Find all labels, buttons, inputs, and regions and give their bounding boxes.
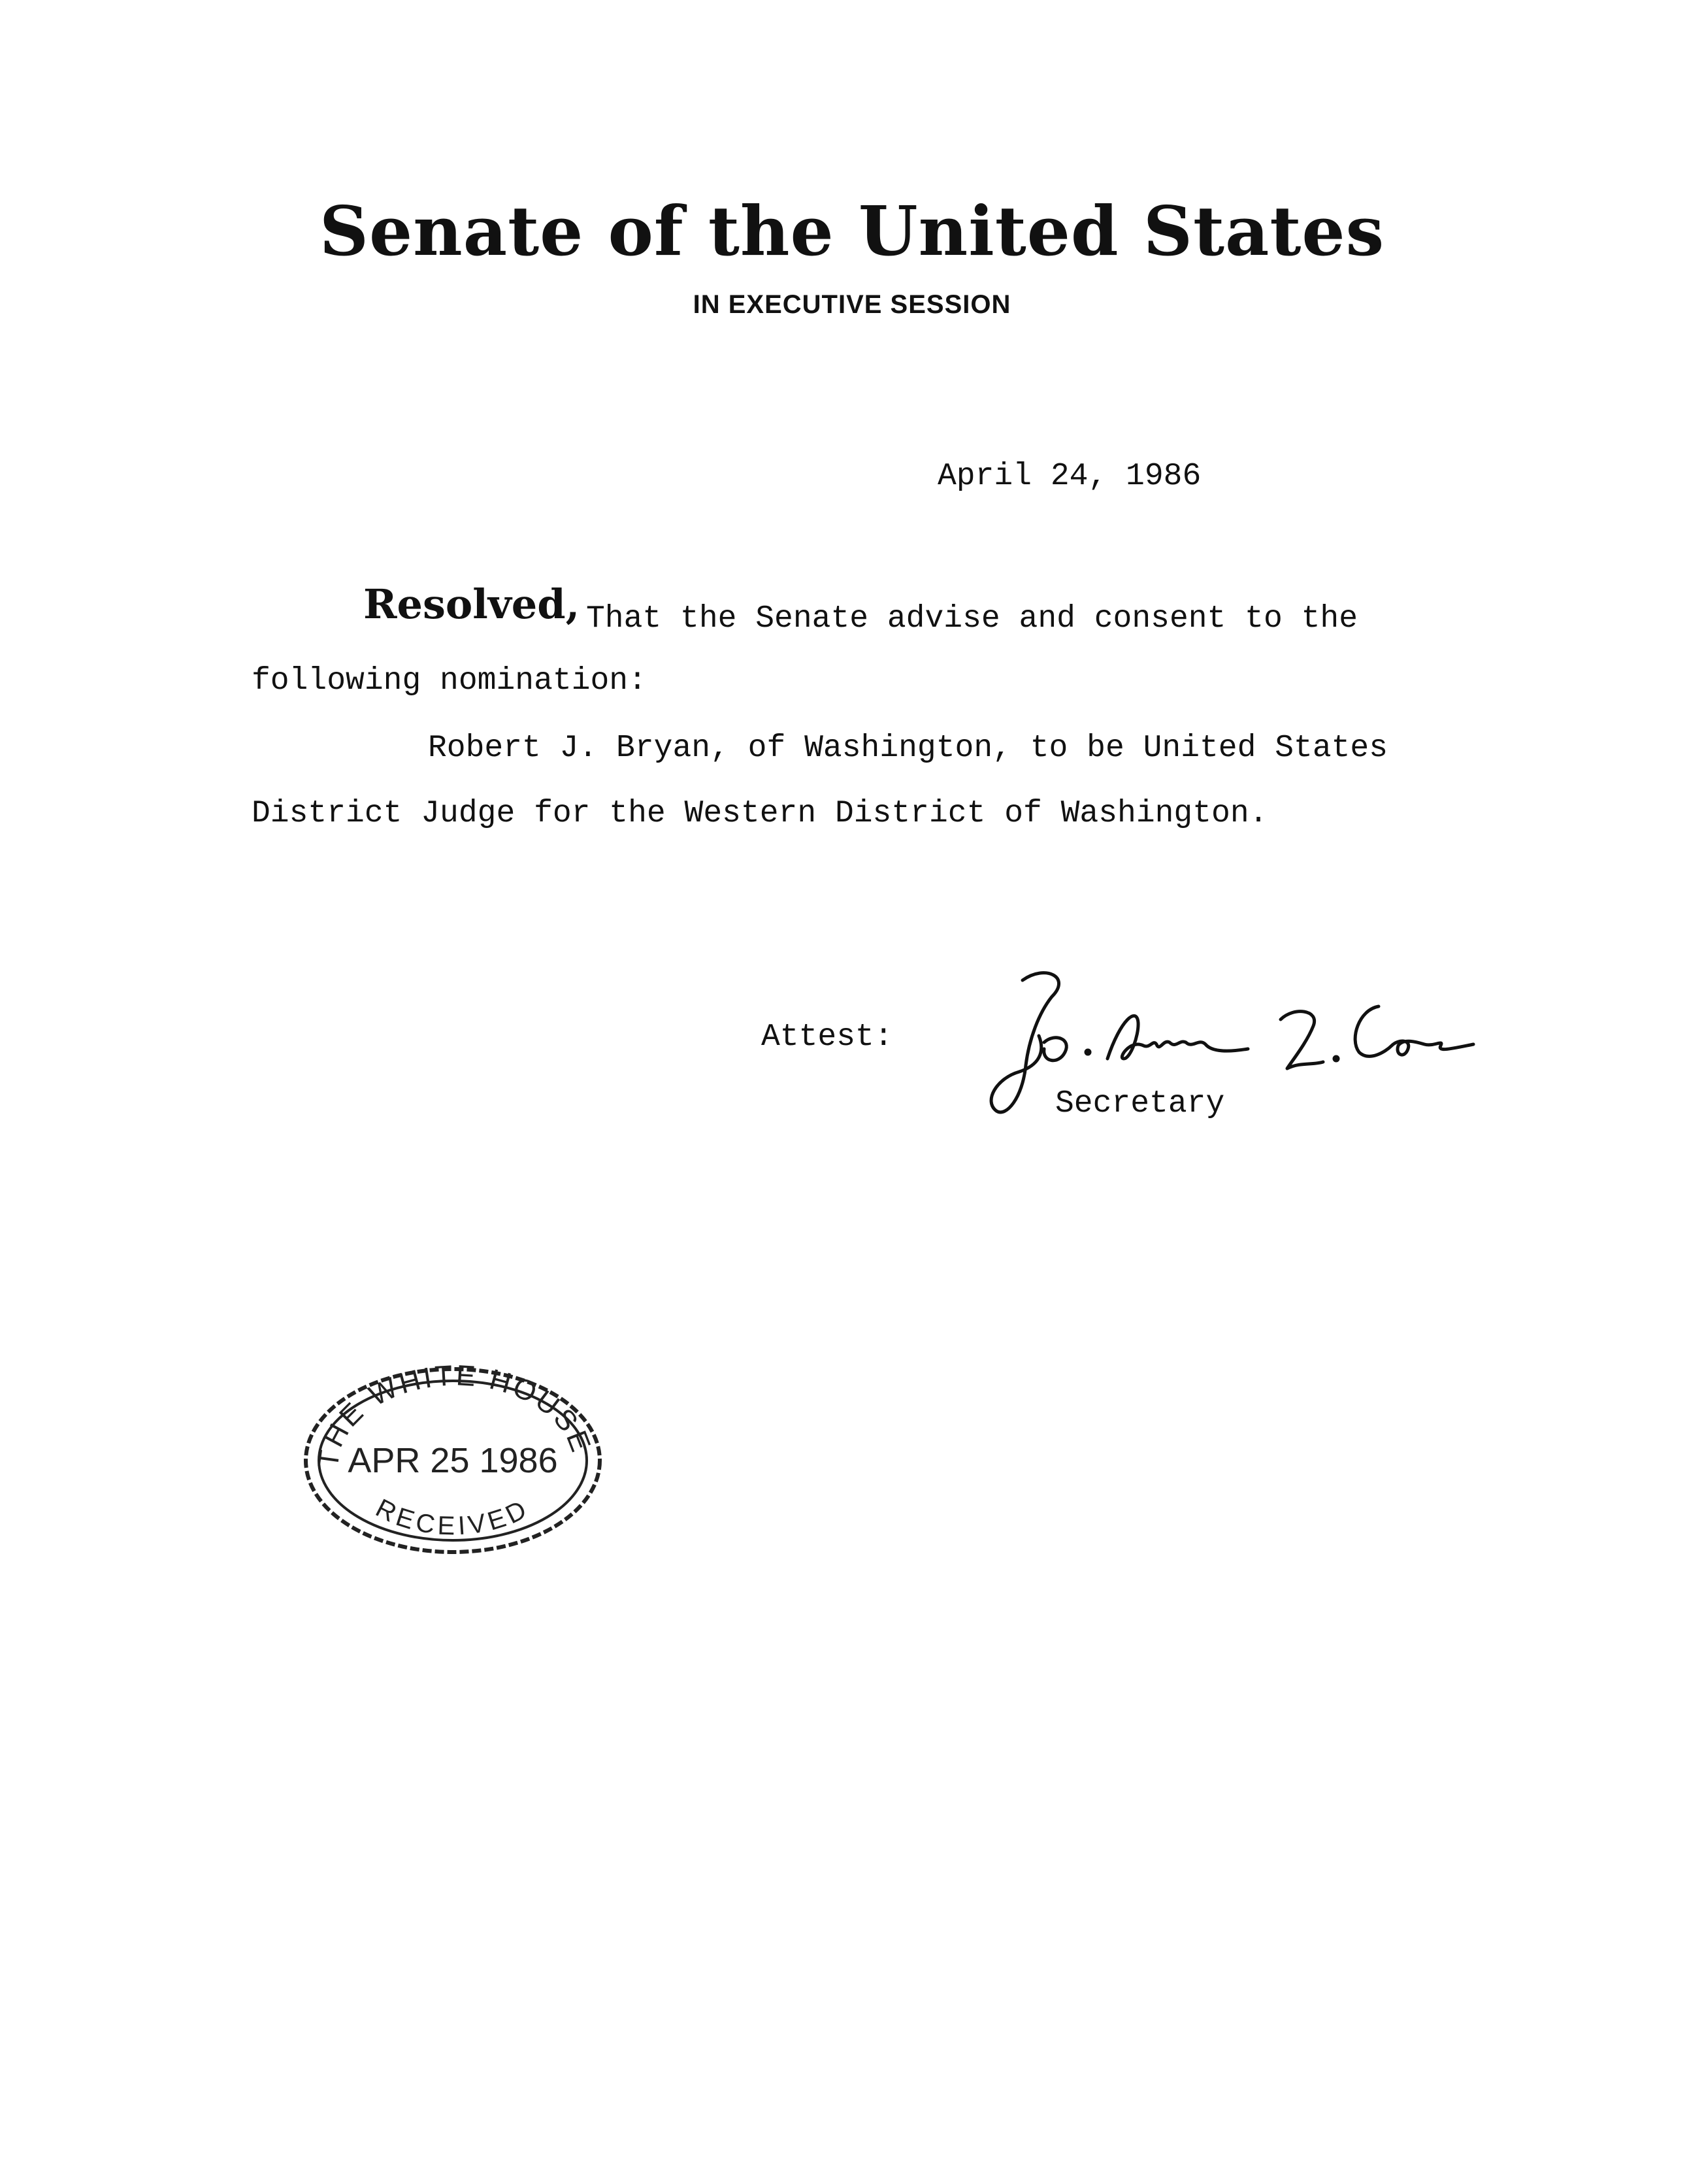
document-heading: Senate of the United States bbox=[319, 191, 1385, 271]
secretary-title: Secretary bbox=[1055, 1086, 1225, 1121]
session-subheading: IN EXECUTIVE SESSION bbox=[693, 290, 1011, 319]
resolution-date: April 24, 1986 bbox=[938, 459, 1202, 494]
nomination-line-2: District Judge for the Western District of Washington. bbox=[252, 796, 1268, 831]
nomination-line-1: Robert J. Bryan, of Washington, to be United States bbox=[428, 731, 1388, 766]
resolution-line-1: That the Senate advise and consent to the bbox=[586, 601, 1358, 637]
stamp-date: APR 25 1986 bbox=[348, 1441, 558, 1480]
attest-label: Attest: bbox=[761, 1019, 893, 1055]
white-house-received-stamp bbox=[299, 1363, 606, 1559]
resolved-word: Resolved, bbox=[363, 580, 580, 628]
resolution-line-2: following nomination: bbox=[252, 663, 647, 699]
stamp-top-text: THE WHITE HOUSE bbox=[312, 1363, 598, 1470]
stamp-bottom-text: RECEIVED bbox=[371, 1493, 534, 1541]
